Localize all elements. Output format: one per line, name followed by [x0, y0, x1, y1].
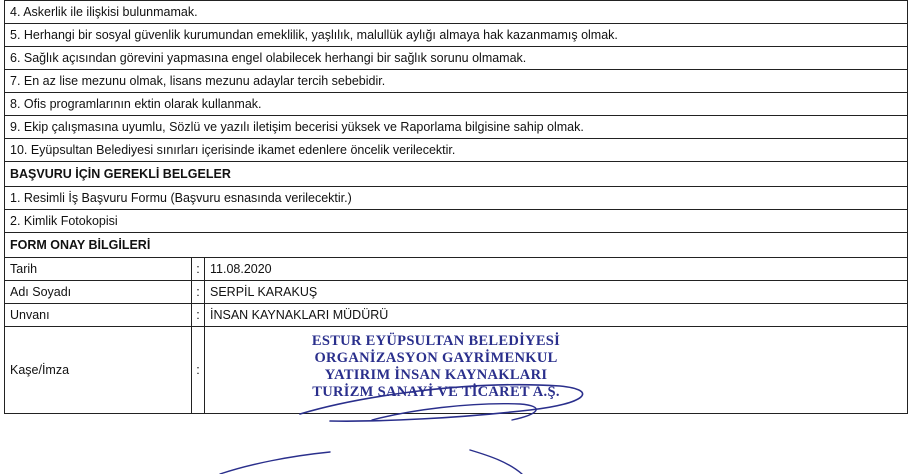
requirement-item: 8. Ofis programlarının ektin olarak kullanmak. [5, 93, 908, 116]
stamp-line: YATIRIM İNSAN KAYNAKLARI [324, 367, 548, 383]
requirement-row [5, 116, 908, 139]
approval-header-row [5, 233, 908, 258]
document-row [5, 187, 908, 210]
approval-row-date [5, 258, 908, 281]
stamp-line: TURİZM SANAYİ VE TİCARET A.Ş. [312, 384, 560, 400]
field-separator: : [192, 304, 205, 327]
field-value-title: İNSAN KAYNAKLARI MÜDÜRÜ [205, 304, 908, 327]
field-label-name: Adı Soyadı [5, 281, 192, 304]
field-separator: : [192, 281, 205, 304]
requirement-item: 5. Herhangi bir sosyal güvenlik kurumundan emeklilik, yaşlılık, malullük aylığı almaya hak kazanmamış olmak. [5, 24, 908, 47]
field-value-date: 11.08.2020 [205, 258, 908, 281]
field-label-date: Tarih [5, 258, 192, 281]
approval-row-name [5, 281, 908, 304]
requirement-row [5, 70, 908, 93]
requirement-item: 10. Eyüpsultan Belediyesi sınırları içerisinde ikamet edenlere öncelik verilecektir. [5, 139, 908, 162]
approval-row-title [5, 304, 908, 327]
stamp-line: ESTUR EYÜPSULTAN BELEDİYESİ [311, 333, 561, 349]
requirement-row [5, 47, 908, 70]
document-item: 1. Resimli İş Başvuru Formu (Başvuru esnasında verilecektir.) [5, 187, 908, 210]
requirement-row [5, 93, 908, 116]
documents-section-title: BAŞVURU İÇİN GEREKLİ BELGELER [5, 162, 908, 187]
requirement-row [5, 139, 908, 162]
signature-stamp-cell [205, 327, 908, 414]
field-value-name: SERPİL KARAKUŞ [205, 281, 908, 304]
requirement-item: 4. Askerlik ile ilişkisi bulunmamak. [5, 1, 908, 24]
field-label-title: Unvanı [5, 304, 192, 327]
requirement-item: 9. Ekip çalışmasına uyumlu, Sözlü ve yazılı iletişim becerisi yüksek ve Raporlama bilgisine sahip olmak. [5, 116, 908, 139]
company-stamp [291, 333, 581, 401]
requirement-item: 7. En az lise mezunu olmak, lisans mezunu adaylar tercih sebebidir. [5, 70, 908, 93]
document-row [5, 210, 908, 233]
requirement-item: 6. Sağlık açısından görevini yapmasına engel olabilecek herhangi bir sağlık sorunu olmamak. [5, 47, 908, 70]
requirement-row [5, 1, 908, 24]
documents-header-row [5, 162, 908, 187]
field-separator: : [192, 327, 205, 414]
form-table [4, 0, 908, 414]
approval-row-signature [5, 327, 908, 414]
field-label-signature: Kaşe/İmza [5, 327, 192, 414]
application-form-sheet [4, 0, 907, 414]
document-item: 2. Kimlik Fotokopisi [5, 210, 908, 233]
approval-section-title: FORM ONAY BİLGİLERİ [5, 233, 908, 258]
stamp-line: ORGANİZASYON GAYRİMENKUL [314, 350, 558, 366]
field-separator: : [192, 258, 205, 281]
requirement-row [5, 24, 908, 47]
